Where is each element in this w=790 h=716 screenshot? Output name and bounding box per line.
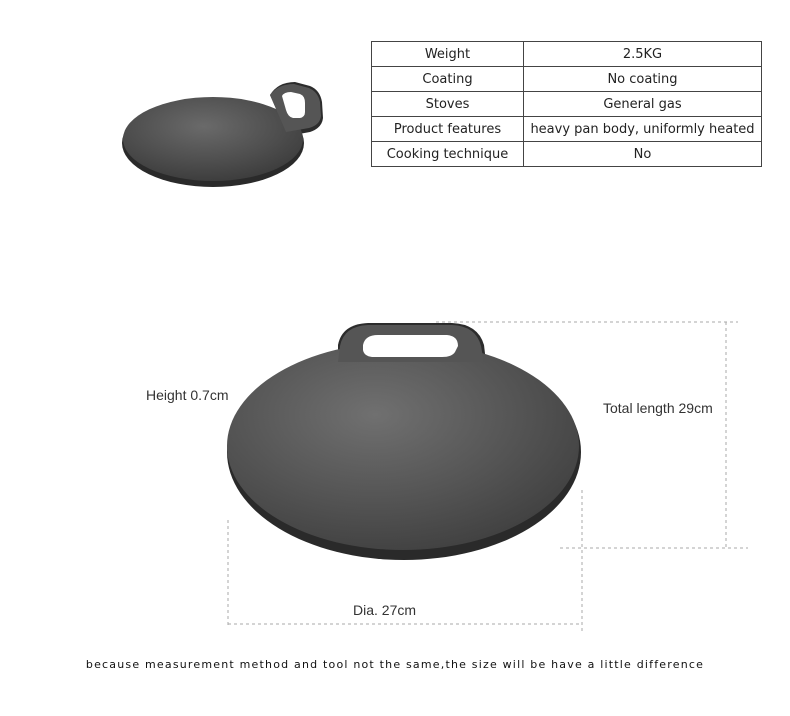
total-length-label: Total length 29cm xyxy=(603,400,713,416)
spec-label: Cooking technique xyxy=(372,142,524,167)
spec-value: 2.5KG xyxy=(524,42,762,67)
spec-row xyxy=(372,142,762,167)
spec-label: Stoves xyxy=(372,92,524,117)
measurement-note: because measurement method and tool not the same,the size will be have a little difference xyxy=(85,658,705,671)
pan-main-image xyxy=(0,300,790,640)
spec-row xyxy=(372,117,762,142)
spec-value: No coating xyxy=(524,67,762,92)
spec-table xyxy=(371,41,762,167)
spec-value: heavy pan body, uniformly heated xyxy=(524,117,762,142)
pan-top-image xyxy=(110,70,340,200)
spec-value: General gas xyxy=(524,92,762,117)
spec-label: Weight xyxy=(372,42,524,67)
spec-row xyxy=(372,92,762,117)
spec-row xyxy=(372,67,762,92)
height-label: Height 0.7cm xyxy=(146,387,229,403)
spec-value: No xyxy=(524,142,762,167)
diameter-label: Dia. 27cm xyxy=(353,602,417,618)
spec-label: Coating xyxy=(372,67,524,92)
spec-label: Product features xyxy=(372,117,524,142)
spec-row xyxy=(372,42,762,67)
